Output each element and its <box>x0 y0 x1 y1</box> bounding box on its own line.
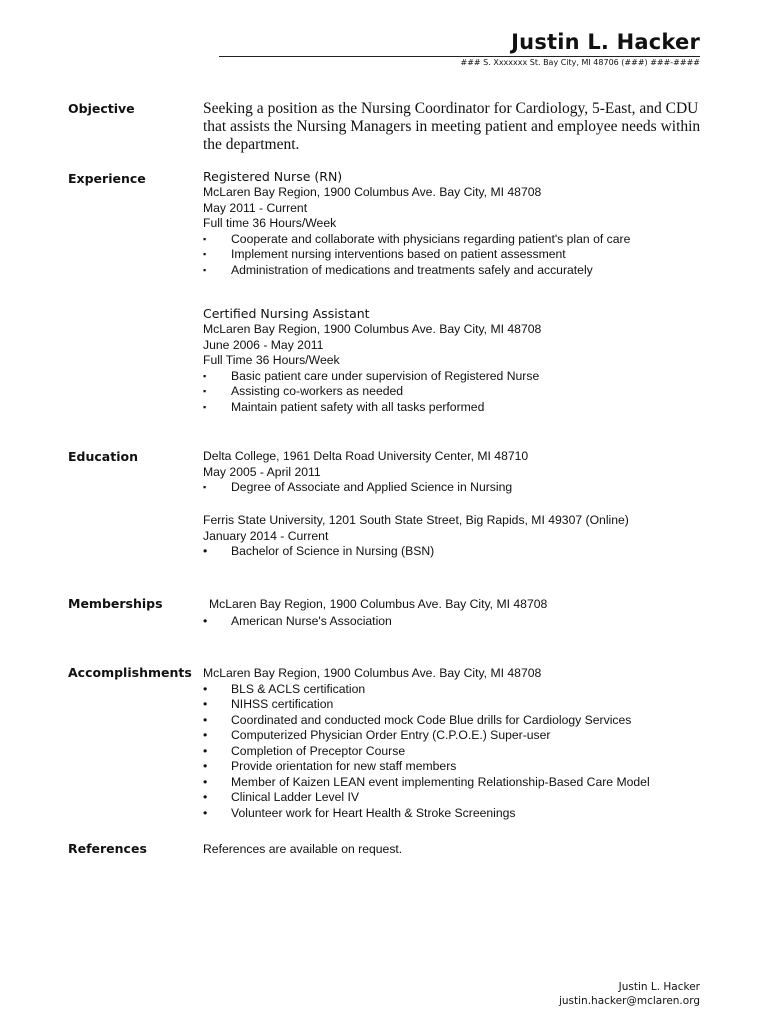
accomplishments-heading: Accomplishments <box>68 665 192 680</box>
objective-line: Seeking a position as the Nursing Coordinator for Cardiology, 5-East, and CDU <box>203 100 699 117</box>
experience-heading: Experience <box>68 171 146 186</box>
accomplishments-org: McLaren Bay Region, 1900 Columbus Ave. Bay City, MI 48708 <box>203 666 542 680</box>
accomplishments-block <box>203 666 650 821</box>
job-hours: Full Time 36 Hours/Week <box>203 353 340 367</box>
list-item: • Computerized Physician Order Entry (C.P.O.E.) Super-user <box>203 728 650 744</box>
contact-line: ### S. Xxxxxxx St. Bay City, MI 48706 (###) ###-#### <box>460 58 700 67</box>
school-dates: May 2005 - April 2011 <box>203 464 321 479</box>
list-item: ▪ Degree of Associate and Applied Science in Nursing <box>203 480 528 496</box>
list-item: • NIHSS certification <box>203 697 650 713</box>
memberships-heading: Memberships <box>68 596 163 611</box>
school-dates: January 2014 - Current <box>203 528 329 543</box>
footer <box>559 980 700 1008</box>
list-item: • Coordinated and conducted mock Code Blue drills for Cardiology Services <box>203 713 650 729</box>
job-rn <box>203 169 630 278</box>
school-name: Delta College, 1961 Delta Road University Center, MI 48710 <box>203 449 529 463</box>
job-hours: Full time 36 Hours/Week <box>203 216 337 230</box>
objective-heading: Objective <box>68 101 135 116</box>
list-item: ▪ Administration of medications and treatments safely and accurately <box>203 263 630 279</box>
list-item: • Completion of Preceptor Course <box>203 744 650 760</box>
list-item: ▪ Maintain patient safety with all tasks performed <box>203 400 541 416</box>
memberships-org: McLaren Bay Region, 1900 Columbus Ave. Bay City, MI 48708 <box>209 597 548 611</box>
applicant-name: Justin L. Hacker <box>511 30 700 54</box>
job-employer: McLaren Bay Region, 1900 Columbus Ave. Bay City, MI 48708 <box>203 185 542 199</box>
job-employer: McLaren Bay Region, 1900 Columbus Ave. Bay City, MI 48708 <box>203 322 542 336</box>
list-item: ▪ Implement nursing interventions based on patient assessment <box>203 247 630 263</box>
memberships-list <box>203 614 392 630</box>
header-rule <box>219 56 700 57</box>
objective-text <box>203 100 703 154</box>
references-text: References are available on request. <box>203 842 403 856</box>
list-item: • Clinical Ladder Level IV <box>203 790 650 806</box>
list-item: • Member of Kaizen LEAN event implementing Relationship-Based Care Model <box>203 775 650 791</box>
objective-line: that assists the Nursing Managers in meeting patient and employee needs within <box>203 118 701 135</box>
school-name: Ferris State University, 1201 South State Street, Big Rapids, MI 49307 (Online) <box>203 513 629 527</box>
job-title: Registered Nurse (RN) <box>203 169 343 184</box>
list-item: • Provide orientation for new staff members <box>203 759 650 775</box>
education-heading: Education <box>68 449 138 464</box>
job-dates: May 2011 - Current <box>203 200 308 215</box>
objective-line: the department. <box>203 136 300 153</box>
job-duties <box>203 369 541 416</box>
references-heading: References <box>68 841 147 856</box>
list-item: ▪ Cooperate and collaborate with physicians regarding patient's plan of care <box>203 232 630 248</box>
education-ferris <box>203 513 629 560</box>
education-delta <box>203 449 528 496</box>
list-item: • Bachelor of Science in Nursing (BSN) <box>203 544 629 560</box>
job-cna <box>203 306 541 415</box>
footer-name: Justin L. Hacker <box>618 981 700 993</box>
footer-email: justin.hacker@mclaren.org <box>558 995 700 1007</box>
job-duties <box>203 232 630 279</box>
list-item: ▪ Assisting co-workers as needed <box>203 384 541 400</box>
list-item: ▪ Basic patient care under supervision of Registered Nurse <box>203 369 541 385</box>
list-item: • BLS & ACLS certification <box>203 682 650 698</box>
job-title: Certified Nursing Assistant <box>203 306 370 321</box>
list-item: • American Nurse's Association <box>203 614 392 630</box>
list-item: • Volunteer work for Heart Health & Stroke Screenings <box>203 806 650 822</box>
job-dates: June 2006 - May 2011 <box>203 337 324 352</box>
